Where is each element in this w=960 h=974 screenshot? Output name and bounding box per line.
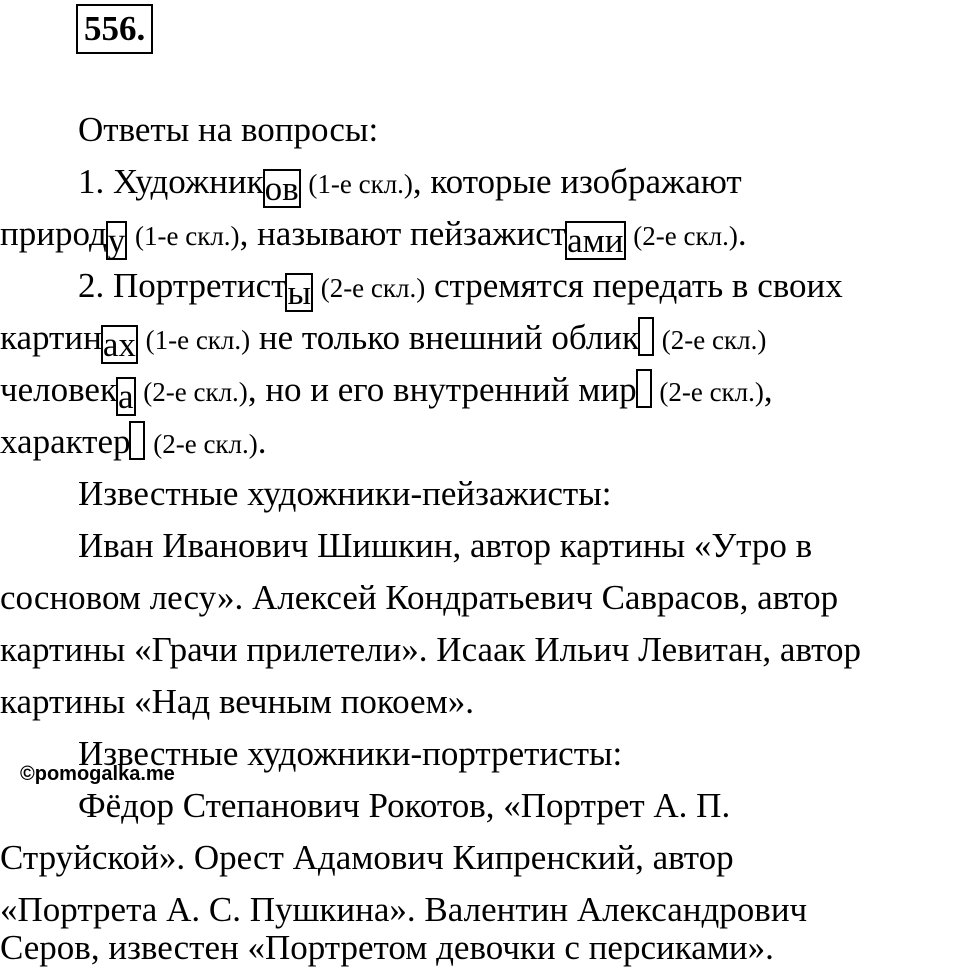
answer-2-line-4: характер (2-е скл.). (0, 422, 267, 461)
portrait-title: Известные художники-портретисты: (78, 734, 623, 773)
landscape-text-line: картины «Грачи прилетели». Исаак Ильич Левитан, автор (0, 630, 861, 669)
answer-2-line-1: 2. Портретисты (2-е скл.) стремятся передать в своих (78, 266, 843, 312)
answer-1-line-1: 1. Художников (1-е скл.), которые изображают (78, 162, 742, 208)
landscape-text-line: Иван Иванович Шишкин, автор картины «Утро в (78, 526, 813, 565)
answer-1-line-2: природу (1-е скл.), называют пейзажистами (2-е скл.). (0, 214, 747, 260)
zero-ending-box (638, 317, 654, 356)
ending-box: ов (264, 169, 299, 208)
landscape-text-line: картины «Над вечным покоем». (0, 682, 474, 721)
exercise-number: 556. (76, 4, 153, 54)
landscape-text-line: сосновом лесу». Алексей Кондратьевич Саврасов, автор (0, 578, 839, 617)
portrait-text-line: Серов, известен «Портретом девочки с персиками». (0, 928, 774, 967)
zero-ending-box (636, 369, 652, 408)
ending-box: ами (567, 221, 624, 260)
ending-box: у (107, 221, 126, 260)
portrait-text-line: Струйской». Орест Адамович Кипренский, автор (0, 838, 734, 877)
ending-box: ах (102, 325, 136, 364)
watermark: ©pomogalka.me (20, 763, 175, 785)
ending-box: ы (287, 273, 311, 312)
ending-box: а (117, 377, 134, 416)
answer-2-line-3: человека (2-е скл.), но и его внутренний мир (2-е скл.), (0, 370, 773, 416)
answers-heading: Ответы на вопросы: (78, 110, 379, 149)
answer-2-line-2: картинах (1-е скл.) не только внешний облик (2-е скл.) (0, 318, 767, 364)
zero-ending-box (129, 421, 145, 460)
portrait-text-line: «Портрета А. С. Пушкина». Валентин Александрович (0, 890, 808, 929)
landscape-title: Известные художники-пейзажисты: (78, 474, 612, 513)
portrait-text-line: Фёдор Степанович Рокотов, «Портрет А. П. (78, 786, 731, 825)
